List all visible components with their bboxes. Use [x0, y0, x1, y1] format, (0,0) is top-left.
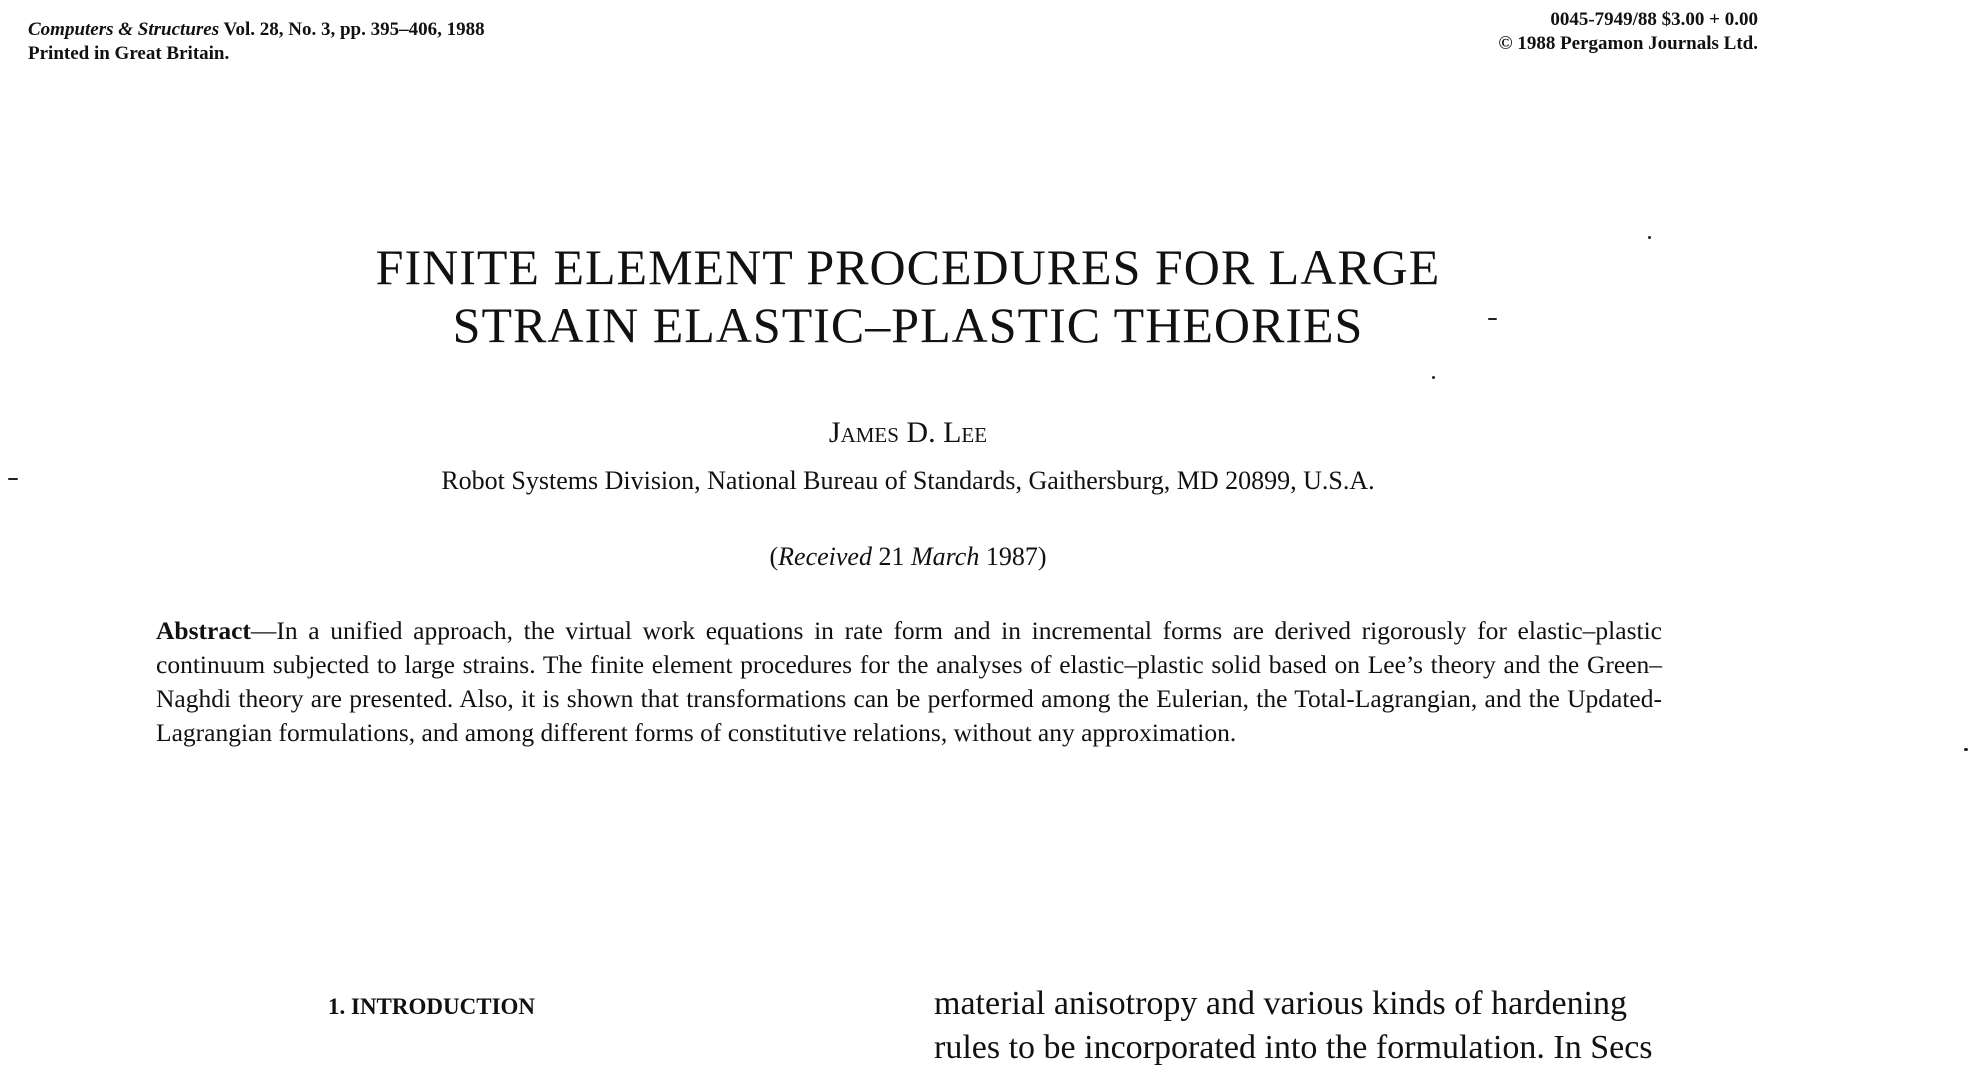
- scan-mark: [1488, 318, 1497, 320]
- received-word: Received: [778, 542, 872, 571]
- journal-citation: [28, 18, 485, 66]
- abstract-label: Abstract: [156, 616, 251, 645]
- scan-mark: [1432, 376, 1435, 379]
- scan-mark: [1964, 748, 1968, 751]
- received-day: 21: [871, 542, 911, 571]
- column-2-line: material anisotropy and various kinds of hardening: [934, 985, 1628, 1022]
- abstract: [156, 614, 1662, 750]
- abstract-text: —In a unified approach, the virtual work equations in rate form and in incremental forms are derived rigorously for elastic–plastic continuum subjected to large strains. The finite element procedures for the analyses of elastic–plastic solid based on Lee’s theory and the Green–Naghdi theory are presented. Also, it is shown that transformations can be performed among the Eulerian, the Total-Lagrangian, and the Updated-Lagrangian formulations, and among different forms of constitutive relations, without any approximation.: [156, 616, 1662, 747]
- received-month: March: [910, 542, 980, 571]
- scan-mark: [8, 478, 18, 480]
- section-heading-introduction: 1. INTRODUCTION: [328, 994, 536, 1019]
- copyright-line: © 1988 Pergamon Journals Ltd.: [1498, 33, 1758, 54]
- paper-title: [0, 238, 1816, 354]
- journal-name: Computers & Structures: [28, 19, 220, 40]
- issn-price: 0045-7949/88 $3.00 + 0.00: [1550, 9, 1758, 30]
- author-affiliation: Robot Systems Division, National Bureau of Standards, Gaithersburg, MD 20899, U.S.A.: [441, 466, 1375, 495]
- title-line-1: FINITE ELEMENT PROCEDURES FOR LARGE: [375, 239, 1441, 295]
- column-2-line: rules to be incorporated into the formulation. In Secs: [934, 1029, 1653, 1066]
- title-line-2: STRAIN ELASTIC–PLASTIC THEORIES: [452, 297, 1364, 353]
- printed-in: Printed in Great Britain.: [28, 43, 230, 64]
- publisher-info: [1498, 8, 1758, 56]
- author-name: James D. Lee: [828, 416, 988, 449]
- received-date: [0, 542, 1816, 572]
- received-open: (: [769, 542, 779, 571]
- journal-volume: Vol. 28, No. 3, pp. 395–406, 1988: [219, 19, 485, 40]
- column-2-body: [934, 982, 1790, 1070]
- scan-mark: [1648, 236, 1651, 239]
- received-year: 1987): [979, 542, 1047, 571]
